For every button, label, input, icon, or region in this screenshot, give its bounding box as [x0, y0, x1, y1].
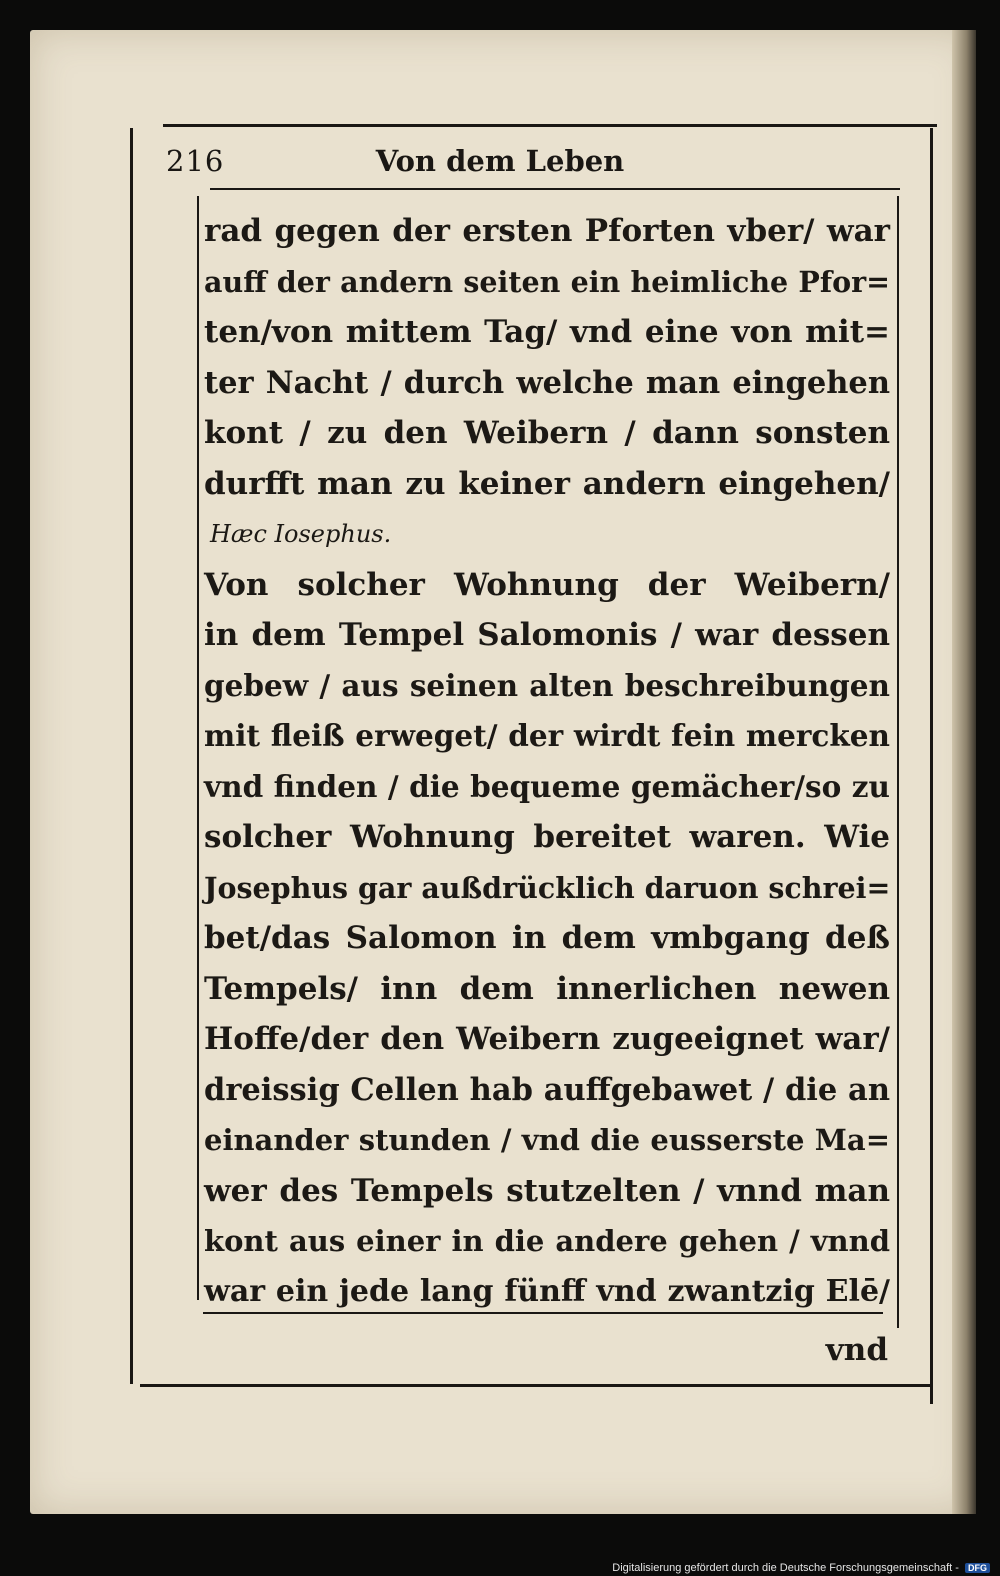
text-line: kont / zu den Weibern / dann sonsten — [204, 415, 890, 451]
text-line: vnd finden / die bequeme gemächer/so zu — [204, 768, 890, 804]
catchword: vnd — [825, 1332, 888, 1368]
text-line: Von solcher Wohnung der Weibern/ — [204, 566, 890, 603]
text-line: einander stunden / vnd die eusserste Ma= — [204, 1123, 890, 1157]
text-line: durfft man zu keiner andern eingehen/ — [204, 465, 890, 502]
text-line: Hoffe/der den Weibern zugeeignet war/ — [204, 1021, 890, 1057]
header-rule — [210, 188, 900, 190]
text-line: Josephus gar außdrücklich daruon schrei= — [204, 870, 891, 905]
left-frame-rule — [130, 128, 133, 1384]
bottom-rule — [140, 1384, 930, 1387]
credit-text: Digitalisierung gefördert durch die Deutsche Forschungsgemeinschaft - — [612, 1562, 959, 1574]
text-line: ter Nacht / durch welche man eingehen — [204, 364, 890, 401]
text-line: wer des Tempels stutzelten / vnnd man — [204, 1172, 890, 1209]
text-line: in dem Tempel Salomonis / war dessen — [204, 617, 890, 653]
dfg-logo: DFG — [965, 1563, 990, 1573]
text-line: gebew / aus seinen alten beschreibungen — [204, 667, 890, 703]
text-line: solcher Wohnung bereitet waren. Wie — [204, 819, 890, 855]
text-line: dreissig Cellen hab auffgebawet / die an — [204, 1071, 890, 1108]
inner-left-rule — [197, 196, 199, 1300]
text-line: rad gegen der ersten Pforten vber/ war — [204, 213, 890, 249]
text-block — [204, 206, 890, 1317]
digitization-credit — [612, 1562, 990, 1574]
text-line: ten/von mittem Tag/ vnd eine von mit= — [204, 314, 890, 350]
running-head: Von dem Leben — [375, 144, 625, 178]
text-line: bet/das Salomon in dem vmbgang deß — [204, 920, 890, 956]
text-line: mit fleiß erweget/ der wirdt fein mercken — [204, 718, 890, 753]
inner-right-rule — [897, 196, 899, 1328]
top-rule — [163, 124, 937, 127]
page-number: 216 — [166, 144, 225, 178]
text-line: war ein jede lang fünff vnd zwantzig Elē/ — [204, 1273, 890, 1309]
text-line: auff der andern seiten ein heimliche Pfor= — [204, 264, 890, 299]
text-line: Tempels/ inn dem innerlichen newen — [204, 970, 890, 1007]
latin-citation: Hæc Iosephus. — [210, 520, 392, 548]
text-line: kont aus einer in die andere gehen / vnnd — [204, 1224, 890, 1258]
right-frame-rule — [930, 128, 933, 1404]
page-edge — [952, 30, 976, 1514]
